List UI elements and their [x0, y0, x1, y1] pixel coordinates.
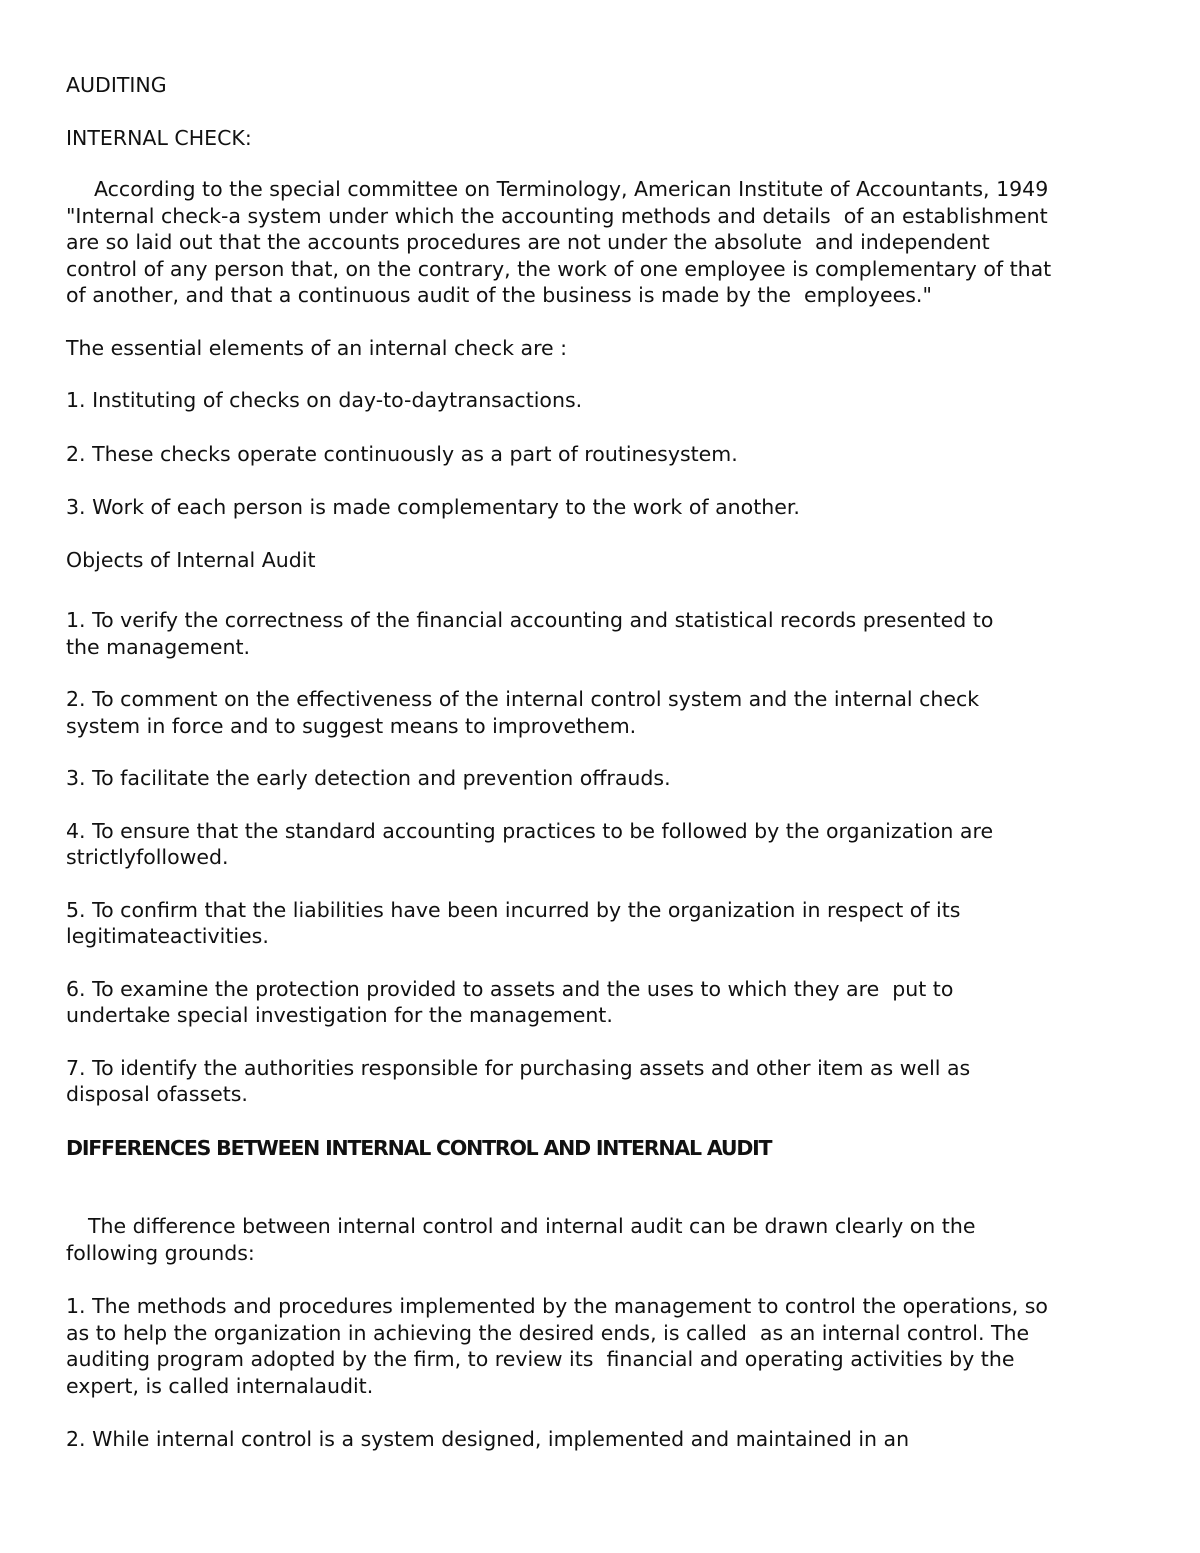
object-item-3: 3. To facilitate the early detection and prevention offrauds.: [66, 766, 671, 790]
section-heading-objects: Objects of Internal Audit: [66, 547, 316, 572]
difference-item-2: 2. While internal control is a system designed, implemented and maintained in an: [66, 1427, 910, 1451]
object-item-6: 6. To examine the protection provided to assets and the uses to which they are put to undertake special investigation for the management.: [66, 976, 960, 1027]
differences-intro: The difference between internal control and internal audit can be drawn clearly on the following grounds:: [66, 1214, 982, 1265]
object-item-2: 2. To comment on the effectiveness of the internal control system and the internal check system in force and to suggest means to improvethem.: [66, 687, 986, 738]
document-page: [66, 70, 1126, 1453]
document-title: AUDITING: [66, 73, 167, 97]
section-heading-differences: DIFFERENCES BETWEEN INTERNAL CONTROL AND INTERNAL AUDIT: [66, 1135, 772, 1160]
object-item-5: 5. To confirm that the liabilities have been incurred by the organization in respect of its legitimateactivities.: [66, 897, 967, 948]
object-item-4: 4. To ensure that the standard accounting practices to be followed by the organization are strictlyfollowed.: [66, 818, 1000, 869]
elements-intro: The essential elements of an internal check are :: [66, 335, 568, 360]
definition-paragraph: According to the special committee on Terminology, American Institute of Accountants, 1949 "Internal check-a system under which the accounting methods and details of an establishment are so laid out that the accounts procedures are not under the absolute and independent control of any person that, on the contrary, the work of one employee is complementary of that of another, and that a continuous audit of the business is made by the employees.": [66, 177, 1058, 307]
object-item-1: 1. To verify the correctness of the financial accounting and statistical records presented to the management.: [66, 608, 1000, 659]
element-item-2: 2. These checks operate continuously as a part of routinesystem.: [66, 441, 738, 466]
difference-item-1: 1. The methods and procedures implemented by the management to control the operations, so as to help the organization in achieving the desired ends, is called as an internal control. The auditing program adopted by the firm, to review its financial and operating activities by the expert, is called internalaudit.: [66, 1294, 1055, 1398]
element-item-3: 3. Work of each person is made complementary to the work of another.: [66, 495, 800, 519]
object-item-7: 7. To identify the authorities responsible for purchasing assets and other item as well as disposal ofassets.: [66, 1055, 977, 1106]
element-item-1: 1. Instituting of checks on day-to-daytransactions.: [66, 388, 583, 412]
section-heading-internal-check: INTERNAL CHECK:: [66, 125, 252, 150]
